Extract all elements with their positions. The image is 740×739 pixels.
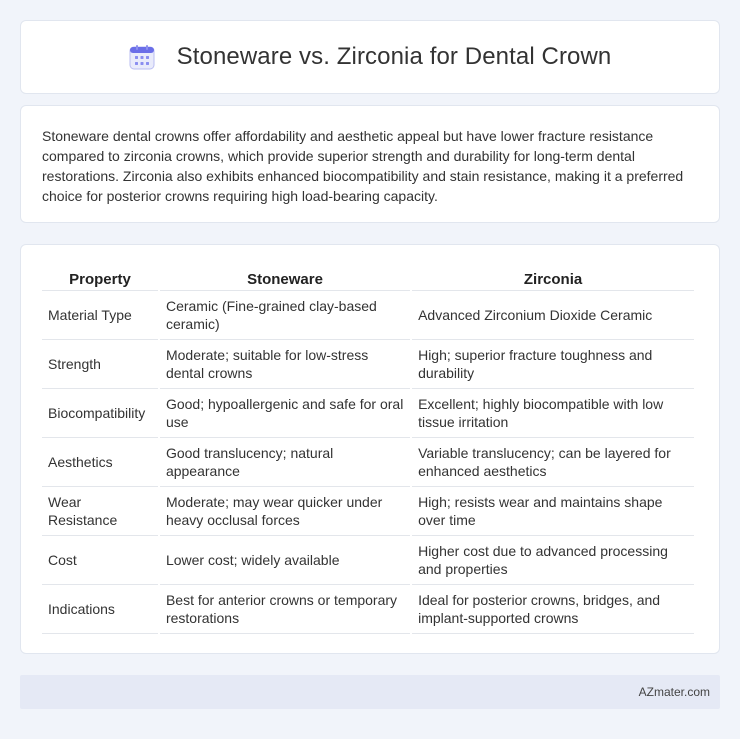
zirconia-cell: Ideal for posterior crowns, bridges, and implant-supported crowns [412, 585, 694, 634]
property-cell: Biocompatibility [42, 389, 158, 438]
zirconia-cell: Higher cost due to advanced processing and properties [412, 536, 694, 585]
comparison-table-card [20, 244, 720, 654]
property-cell: Material Type [42, 291, 158, 340]
column-header-stoneware: Stoneware [160, 267, 410, 291]
stoneware-cell: Moderate; suitable for low-stress dental crowns [160, 340, 410, 389]
table-row [42, 487, 694, 536]
table-row [42, 291, 694, 340]
column-header-zirconia: Zirconia [412, 267, 694, 291]
stoneware-cell: Good translucency; natural appearance [160, 438, 410, 487]
zirconia-cell: Advanced Zirconium Dioxide Ceramic [412, 291, 694, 340]
stoneware-cell: Lower cost; widely available [160, 536, 410, 585]
column-header-property: Property [42, 267, 158, 291]
stoneware-cell: Moderate; may wear quicker under heavy occlusal forces [160, 487, 410, 536]
footer [20, 675, 720, 709]
table-row [42, 389, 694, 438]
zirconia-cell: Excellent; highly biocompatible with low tissue irritation [412, 389, 694, 438]
table-row [42, 585, 694, 634]
page-title: Stoneware vs. Zirconia for Dental Crown [176, 43, 612, 70]
description-card [20, 105, 720, 223]
property-cell: Indications [42, 585, 158, 634]
stoneware-cell: Good; hypoallergenic and safe for oral use [160, 389, 410, 438]
stoneware-cell: Best for anterior crowns or temporary restorations [160, 585, 410, 634]
comparison-table [40, 267, 696, 634]
table-row [42, 536, 694, 585]
property-cell: Aesthetics [42, 438, 158, 487]
property-cell: Cost [42, 536, 158, 585]
title-card [20, 20, 720, 94]
property-cell: Strength [42, 340, 158, 389]
table-row [42, 340, 694, 389]
zirconia-cell: High; resists wear and maintains shape over time [412, 487, 694, 536]
stoneware-cell: Ceramic (Fine-grained clay-based ceramic) [160, 291, 410, 340]
footer-brand[interactable]: AZmater.com [638, 685, 710, 699]
table-row [42, 438, 694, 487]
table-header-row [42, 267, 694, 291]
property-cell: Wear Resistance [42, 487, 158, 536]
description-text: Stoneware dental crowns offer affordability and aesthetic appeal but have lower fracture resistance compared to zirconia crowns, which provide superior strength and durability for long-term dental restorations. Zirconia also exhibits enhanced biocompatibility and stain resistance, making it a preferred choice for posterior crowns requiring high load-bearing capacity. [42, 128, 684, 204]
calendar-icon [129, 44, 155, 70]
zirconia-cell: High; superior fracture toughness and durability [412, 340, 694, 389]
zirconia-cell: Variable translucency; can be layered for enhanced aesthetics [412, 438, 694, 487]
